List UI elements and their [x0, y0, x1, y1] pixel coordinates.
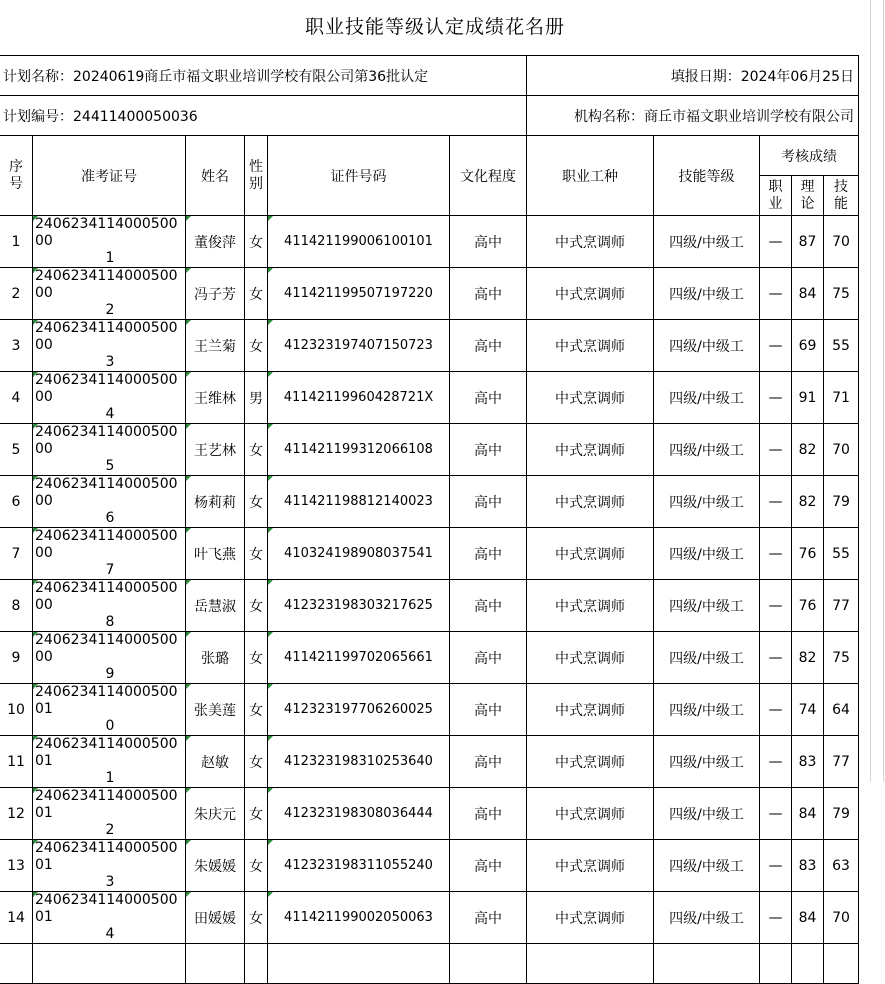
job-cell[interactable]: 中式烹调师	[527, 424, 654, 476]
level-cell[interactable]: 四级/中级工	[654, 736, 760, 788]
education-cell[interactable]: 高中	[450, 632, 527, 684]
seq-cell[interactable]: 1	[0, 216, 33, 268]
roster-rows	[0, 216, 859, 984]
education-cell[interactable]: 高中	[450, 736, 527, 788]
info-row-1	[0, 56, 859, 96]
level-cell[interactable]: 四级/中级工	[654, 476, 760, 528]
empty-cell[interactable]	[33, 944, 186, 984]
education-cell[interactable]: 高中	[450, 476, 527, 528]
gender-cell[interactable]: 女	[245, 476, 268, 528]
table-row	[0, 216, 859, 268]
exam-id-cell[interactable]	[33, 476, 186, 528]
job-cell[interactable]: 中式烹调师	[527, 736, 654, 788]
exam-id-cell[interactable]	[33, 320, 186, 372]
level-cell[interactable]: 四级/中级工	[654, 632, 760, 684]
exam-id-suffix: 9	[105, 666, 115, 682]
header-score-prof[interactable]	[760, 176, 792, 216]
score-theory-cell[interactable]: 84	[792, 268, 824, 320]
score-skill-cell[interactable]: 79	[824, 476, 859, 528]
name-cell[interactable]: 岳慧淑	[186, 580, 245, 632]
plan-code-cell[interactable]: 计划编号：24411400050036	[0, 96, 527, 136]
header-score-skill-label: 技能	[834, 178, 848, 212]
exam-id-cell[interactable]	[33, 372, 186, 424]
score-prof-cell[interactable]: —	[760, 684, 792, 736]
education-cell[interactable]: 高中	[450, 580, 527, 632]
seq-cell[interactable]: 11	[0, 736, 33, 788]
score-prof-cell[interactable]: —	[760, 528, 792, 580]
header-scores[interactable]: 考核成绩	[760, 136, 859, 176]
table-row	[0, 528, 859, 580]
score-skill-cell[interactable]: 63	[824, 840, 859, 892]
exam-id-main: 240623411400050001	[35, 892, 178, 925]
header-job[interactable]: 职业工种	[527, 136, 654, 216]
gender-cell[interactable]: 女	[245, 528, 268, 580]
score-skill-cell[interactable]: 70	[824, 216, 859, 268]
empty-cell[interactable]	[760, 944, 792, 984]
score-skill-cell[interactable]: 64	[824, 684, 859, 736]
education-cell[interactable]: 高中	[450, 320, 527, 372]
name-cell[interactable]: 朱庆元	[186, 788, 245, 840]
exam-id-main: 240623411400050001	[35, 736, 178, 769]
table-row	[0, 632, 859, 684]
exam-id-main: 240623411400050001	[35, 840, 178, 873]
name-cell[interactable]: 张璐	[186, 632, 245, 684]
header-exam-id[interactable]: 准考证号	[33, 136, 186, 216]
score-skill-cell[interactable]: 77	[824, 736, 859, 788]
level-cell[interactable]: 四级/中级工	[654, 268, 760, 320]
org-name-cell[interactable]: 机构名称：商丘市福文职业培训学校有限公司	[527, 96, 859, 136]
name-cell[interactable]: 董俊萍	[186, 216, 245, 268]
score-theory-cell[interactable]: 84	[792, 892, 824, 944]
name-cell[interactable]: 田媛媛	[186, 892, 245, 944]
score-theory-cell[interactable]: 84	[792, 788, 824, 840]
job-cell[interactable]: 中式烹调师	[527, 268, 654, 320]
id-number-cell[interactable]: 411421199702065661	[268, 632, 450, 684]
exam-id-cell[interactable]	[33, 528, 186, 580]
name-cell[interactable]: 杨莉莉	[186, 476, 245, 528]
score-theory-cell[interactable]: 82	[792, 632, 824, 684]
gender-cell[interactable]: 女	[245, 840, 268, 892]
empty-cell[interactable]	[0, 944, 33, 984]
job-cell[interactable]: 中式烹调师	[527, 632, 654, 684]
header-score-skill[interactable]	[824, 176, 859, 216]
id-number-cell[interactable]: 412323197407150723	[268, 320, 450, 372]
gridline	[883, 0, 884, 782]
empty-cell[interactable]	[268, 944, 450, 984]
level-cell[interactable]: 四级/中级工	[654, 320, 760, 372]
score-prof-cell[interactable]: —	[760, 788, 792, 840]
education-cell[interactable]: 高中	[450, 372, 527, 424]
id-number-cell[interactable]: 412323198308036444	[268, 788, 450, 840]
table-row	[0, 840, 859, 892]
empty-cell[interactable]	[245, 944, 268, 984]
table-row	[0, 424, 859, 476]
id-number-cell[interactable]: 411421199507197220	[268, 268, 450, 320]
job-cell[interactable]: 中式烹调师	[527, 580, 654, 632]
level-cell[interactable]: 四级/中级工	[654, 528, 760, 580]
score-prof-cell[interactable]: —	[760, 736, 792, 788]
education-cell[interactable]: 高中	[450, 216, 527, 268]
exam-id-suffix: 6	[105, 510, 115, 526]
education-cell[interactable]: 高中	[450, 684, 527, 736]
header-seq[interactable]	[0, 136, 33, 216]
header-id-number[interactable]: 证件号码	[268, 136, 450, 216]
table-row	[0, 320, 859, 372]
job-cell[interactable]: 中式烹调师	[527, 216, 654, 268]
seq-cell[interactable]: 14	[0, 892, 33, 944]
name-cell[interactable]: 张美莲	[186, 684, 245, 736]
score-theory-cell[interactable]: 82	[792, 424, 824, 476]
level-cell[interactable]: 四级/中级工	[654, 840, 760, 892]
header-level[interactable]: 技能等级	[654, 136, 760, 216]
exam-id-suffix: 5	[105, 458, 115, 474]
name-cell[interactable]: 朱媛媛	[186, 840, 245, 892]
level-cell[interactable]: 四级/中级工	[654, 424, 760, 476]
exam-id-main: 240623411400050000	[35, 476, 178, 509]
exam-id-suffix: 4	[105, 926, 115, 942]
exam-id-main: 240623411400050000	[35, 268, 178, 301]
score-theory-cell[interactable]: 83	[792, 840, 824, 892]
score-theory-cell[interactable]: 74	[792, 684, 824, 736]
fill-date-cell[interactable]: 填报日期：2024年06月25日	[527, 56, 859, 96]
score-skill-cell[interactable]: 75	[824, 268, 859, 320]
table-row	[0, 892, 859, 944]
score-theory-cell[interactable]: 83	[792, 736, 824, 788]
exam-id-main: 240623411400050001	[35, 684, 178, 717]
exam-id-cell[interactable]	[33, 424, 186, 476]
score-skill-cell[interactable]: 75	[824, 632, 859, 684]
name-cell[interactable]: 冯子芳	[186, 268, 245, 320]
score-theory-cell[interactable]: 91	[792, 372, 824, 424]
header-seq-label: 序号	[9, 158, 23, 192]
exam-id-suffix: 0	[105, 718, 115, 734]
score-theory-cell[interactable]: 76	[792, 580, 824, 632]
name-cell[interactable]: 王维林	[186, 372, 245, 424]
header-education[interactable]: 文化程度	[450, 136, 527, 216]
score-theory-cell[interactable]: 82	[792, 476, 824, 528]
id-number-cell[interactable]: 411421199002050063	[268, 892, 450, 944]
gender-cell[interactable]: 女	[245, 892, 268, 944]
score-skill-cell[interactable]: 55	[824, 528, 859, 580]
header-gender[interactable]	[245, 136, 268, 216]
exam-id-main: 240623411400050000	[35, 580, 178, 613]
seq-cell[interactable]: 10	[0, 684, 33, 736]
exam-id-cell[interactable]	[33, 840, 186, 892]
seq-cell[interactable]: 9	[0, 632, 33, 684]
id-number-cell[interactable]: 412323198303217625	[268, 580, 450, 632]
table-row	[0, 580, 859, 632]
score-theory-cell[interactable]: 69	[792, 320, 824, 372]
score-prof-cell[interactable]: —	[760, 268, 792, 320]
level-cell[interactable]: 四级/中级工	[654, 372, 760, 424]
exam-id-cell[interactable]	[33, 684, 186, 736]
info-row-2	[0, 96, 859, 136]
level-cell[interactable]: 四级/中级工	[654, 892, 760, 944]
level-cell[interactable]: 四级/中级工	[654, 216, 760, 268]
gender-cell[interactable]: 女	[245, 632, 268, 684]
empty-cell[interactable]	[186, 944, 245, 984]
exam-id-suffix: 2	[105, 302, 115, 318]
exam-id-cell[interactable]	[33, 788, 186, 840]
gender-cell[interactable]: 女	[245, 216, 268, 268]
exam-id-main: 240623411400050000	[35, 216, 178, 249]
level-cell[interactable]: 四级/中级工	[654, 580, 760, 632]
table-row	[0, 736, 859, 788]
exam-id-main: 240623411400050000	[35, 632, 178, 665]
table-row	[0, 268, 859, 320]
exam-id-main: 240623411400050001	[35, 788, 178, 821]
seq-cell[interactable]: 4	[0, 372, 33, 424]
table-row	[0, 372, 859, 424]
table-row	[0, 788, 859, 840]
score-prof-cell[interactable]: —	[760, 632, 792, 684]
gender-cell[interactable]: 女	[245, 736, 268, 788]
education-cell[interactable]: 高中	[450, 788, 527, 840]
id-number-cell[interactable]: 410324198908037541	[268, 528, 450, 580]
education-cell[interactable]: 高中	[450, 892, 527, 944]
id-number-cell[interactable]: 411421199006100101	[268, 216, 450, 268]
gender-cell[interactable]: 女	[245, 268, 268, 320]
score-prof-cell[interactable]: —	[760, 476, 792, 528]
exam-id-main: 240623411400050000	[35, 372, 178, 405]
empty-cell[interactable]	[792, 944, 824, 984]
education-cell[interactable]: 高中	[450, 268, 527, 320]
name-cell[interactable]: 赵敏	[186, 736, 245, 788]
seq-cell[interactable]: 3	[0, 320, 33, 372]
score-theory-cell[interactable]: 87	[792, 216, 824, 268]
exam-id-suffix: 8	[105, 614, 115, 630]
gender-cell[interactable]: 女	[245, 580, 268, 632]
job-cell[interactable]: 中式烹调师	[527, 788, 654, 840]
level-cell[interactable]: 四级/中级工	[654, 684, 760, 736]
table-row	[0, 684, 859, 736]
score-prof-cell[interactable]: —	[760, 840, 792, 892]
seq-cell[interactable]: 6	[0, 476, 33, 528]
id-number-cell[interactable]: 411421199312066108	[268, 424, 450, 476]
header-name[interactable]: 姓名	[186, 136, 245, 216]
header-row-1	[0, 136, 859, 176]
gender-cell[interactable]: 女	[245, 424, 268, 476]
seq-cell[interactable]: 7	[0, 528, 33, 580]
exam-id-cell[interactable]	[33, 892, 186, 944]
name-cell[interactable]: 王艺林	[186, 424, 245, 476]
score-prof-cell[interactable]: —	[760, 580, 792, 632]
job-cell[interactable]: 中式烹调师	[527, 528, 654, 580]
exam-id-main: 240623411400050000	[35, 528, 178, 561]
exam-id-suffix: 2	[105, 822, 115, 838]
score-skill-cell[interactable]: 79	[824, 788, 859, 840]
exam-id-suffix: 1	[105, 770, 115, 786]
table-row-partial	[0, 944, 859, 984]
score-skill-cell[interactable]: 77	[824, 580, 859, 632]
score-skill-cell[interactable]: 70	[824, 892, 859, 944]
score-roster-table	[0, 55, 859, 984]
exam-id-suffix: 4	[105, 406, 115, 422]
name-cell[interactable]: 叶飞燕	[186, 528, 245, 580]
gender-cell[interactable]: 女	[245, 788, 268, 840]
exam-id-main: 240623411400050000	[35, 320, 178, 353]
education-cell[interactable]: 高中	[450, 840, 527, 892]
id-number-cell[interactable]: 41142119960428721X	[268, 372, 450, 424]
score-skill-cell[interactable]: 55	[824, 320, 859, 372]
exam-id-cell[interactable]	[33, 632, 186, 684]
id-number-cell[interactable]: 412323198310253640	[268, 736, 450, 788]
exam-id-cell[interactable]	[33, 268, 186, 320]
level-cell[interactable]: 四级/中级工	[654, 788, 760, 840]
header-score-prof-label: 职业	[768, 178, 783, 212]
empty-cell[interactable]	[450, 944, 527, 984]
exam-id-suffix: 1	[105, 250, 115, 266]
score-theory-cell[interactable]: 76	[792, 528, 824, 580]
job-cell[interactable]: 中式烹调师	[527, 372, 654, 424]
plan-name-cell[interactable]: 计划名称：20240619商丘市福文职业培训学校有限公司第36批认定	[0, 56, 527, 96]
empty-cell[interactable]	[527, 944, 654, 984]
header-score-theory[interactable]	[792, 176, 824, 216]
id-number-cell[interactable]: 412323198311055240	[268, 840, 450, 892]
score-prof-cell[interactable]: —	[760, 892, 792, 944]
exam-id-cell[interactable]	[33, 580, 186, 632]
header-gender-label: 性别	[249, 158, 263, 192]
score-skill-cell[interactable]: 70	[824, 424, 859, 476]
gender-cell[interactable]: 女	[245, 684, 268, 736]
id-number-cell[interactable]: 411421198812140023	[268, 476, 450, 528]
education-cell[interactable]: 高中	[450, 424, 527, 476]
seq-cell[interactable]: 2	[0, 268, 33, 320]
job-cell[interactable]: 中式烹调师	[527, 684, 654, 736]
exam-id-cell[interactable]	[33, 216, 186, 268]
id-number-cell[interactable]: 412323197706260025	[268, 684, 450, 736]
score-prof-cell[interactable]: —	[760, 424, 792, 476]
seq-cell[interactable]: 13	[0, 840, 33, 892]
empty-cell[interactable]	[824, 944, 859, 984]
gender-cell[interactable]: 女	[245, 320, 268, 372]
job-cell[interactable]: 中式烹调师	[527, 320, 654, 372]
job-cell[interactable]: 中式烹调师	[527, 476, 654, 528]
sheet-title: 职业技能等级认定成绩花名册	[304, 16, 565, 38]
education-cell[interactable]: 高中	[450, 528, 527, 580]
gridline	[870, 0, 871, 782]
name-cell[interactable]: 王兰菊	[186, 320, 245, 372]
job-cell[interactable]: 中式烹调师	[527, 892, 654, 944]
score-prof-cell[interactable]: —	[760, 320, 792, 372]
seq-cell[interactable]: 12	[0, 788, 33, 840]
seq-cell[interactable]: 5	[0, 424, 33, 476]
empty-cell[interactable]	[654, 944, 760, 984]
score-prof-cell[interactable]: —	[760, 216, 792, 268]
exam-id-suffix: 3	[105, 874, 115, 890]
table-row	[0, 476, 859, 528]
exam-id-cell[interactable]	[33, 736, 186, 788]
exam-id-suffix: 7	[105, 562, 115, 578]
seq-cell[interactable]: 8	[0, 580, 33, 632]
job-cell[interactable]: 中式烹调师	[527, 840, 654, 892]
gender-cell[interactable]: 男	[245, 372, 268, 424]
header-score-theory-label: 理论	[800, 178, 815, 212]
exam-id-main: 240623411400050000	[35, 424, 178, 457]
score-prof-cell[interactable]: —	[760, 372, 792, 424]
score-skill-cell[interactable]: 71	[824, 372, 859, 424]
exam-id-suffix: 3	[105, 354, 115, 370]
